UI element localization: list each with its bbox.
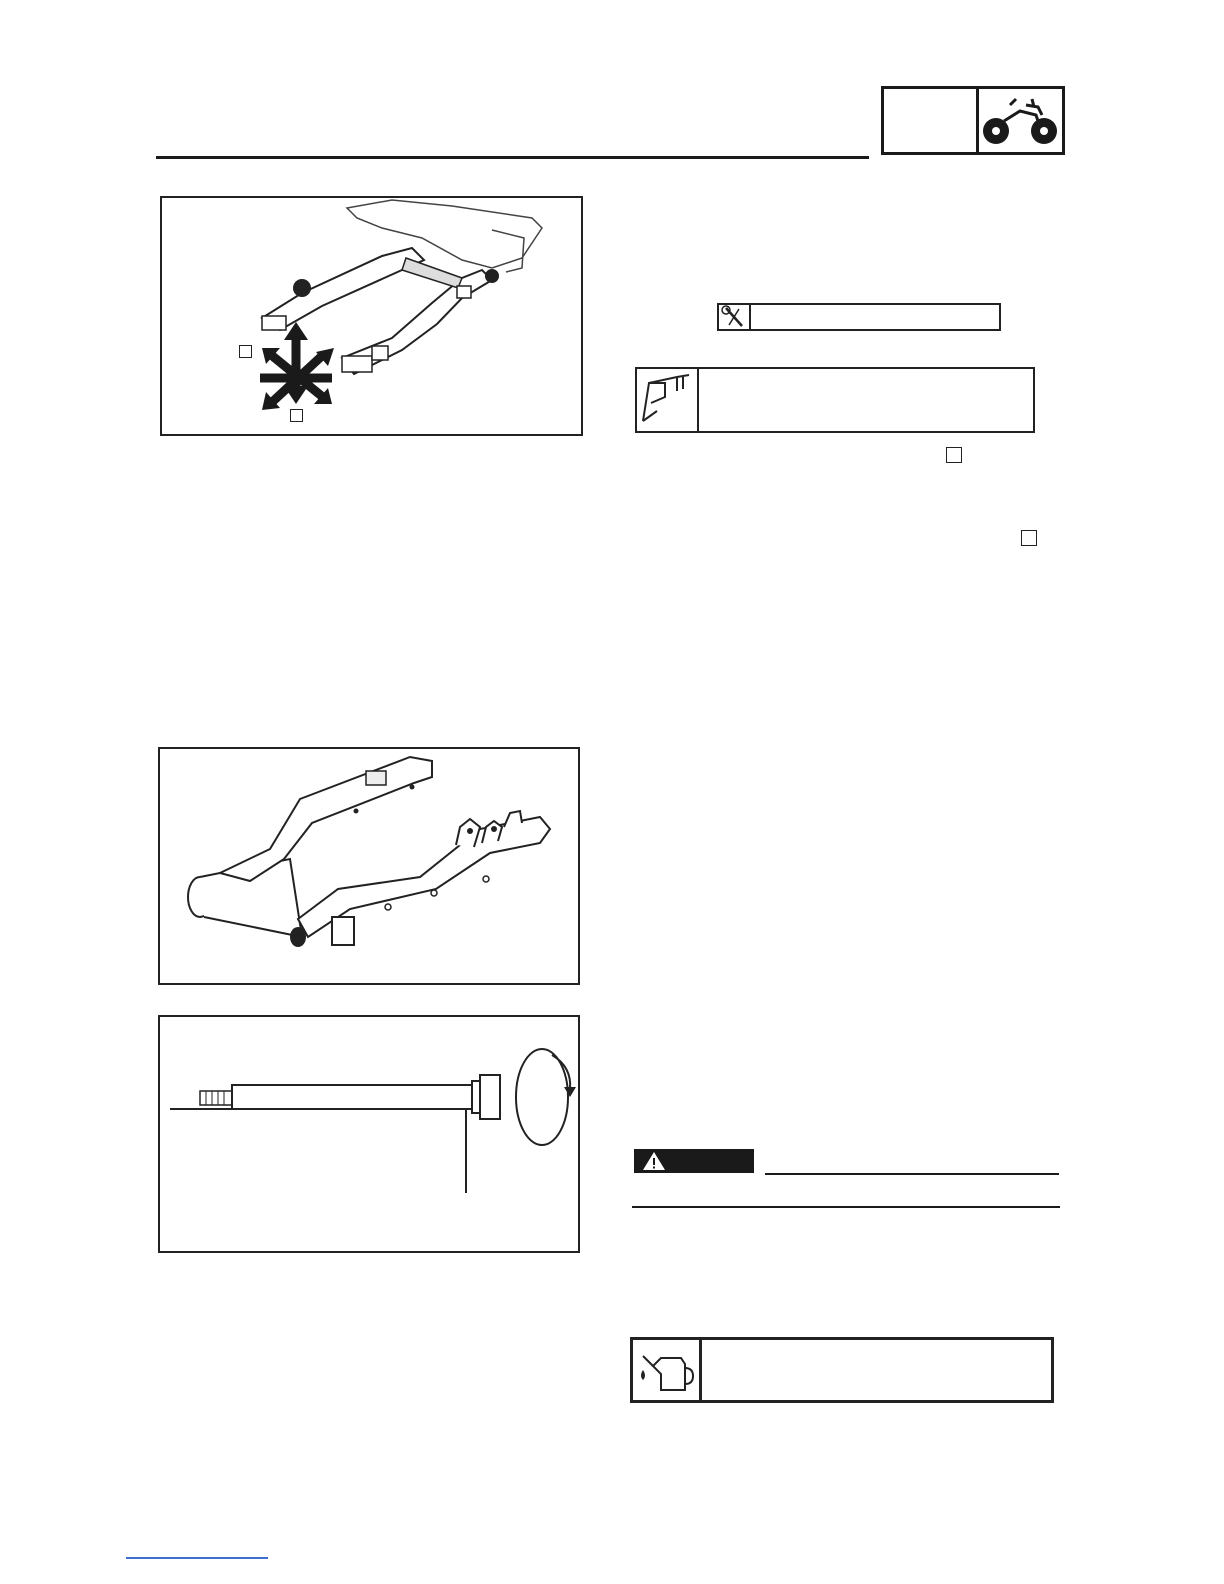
header-rule xyxy=(156,156,869,159)
figure-swingarm-assembly xyxy=(158,747,580,985)
callout-box xyxy=(1021,530,1037,546)
special-tool-box xyxy=(717,303,1001,331)
callout-box xyxy=(239,345,252,358)
swingarm-play-illustration xyxy=(162,198,581,434)
atv-icon xyxy=(980,93,1062,151)
caliper-icon xyxy=(637,369,699,431)
warning-rule-top xyxy=(765,1173,1059,1175)
section-icon-divider xyxy=(976,89,979,152)
figure-swingarm-play xyxy=(160,196,583,436)
oil-can-icon xyxy=(633,1340,702,1400)
section-icon-box xyxy=(881,86,1065,155)
callout-box xyxy=(290,409,303,422)
warning-rule-bottom xyxy=(632,1206,1060,1208)
warning-banner xyxy=(634,1149,754,1173)
lubricant-box xyxy=(630,1337,1054,1403)
footer-link[interactable] xyxy=(126,1557,268,1559)
wrench-icon xyxy=(719,305,751,329)
figure-pivot-shaft xyxy=(158,1015,580,1253)
swingarm-illustration xyxy=(160,749,578,983)
callout-box xyxy=(946,447,962,463)
service-limit-box xyxy=(635,367,1035,433)
pivot-shaft-illustration xyxy=(160,1017,578,1251)
warning-icon xyxy=(642,1151,666,1171)
